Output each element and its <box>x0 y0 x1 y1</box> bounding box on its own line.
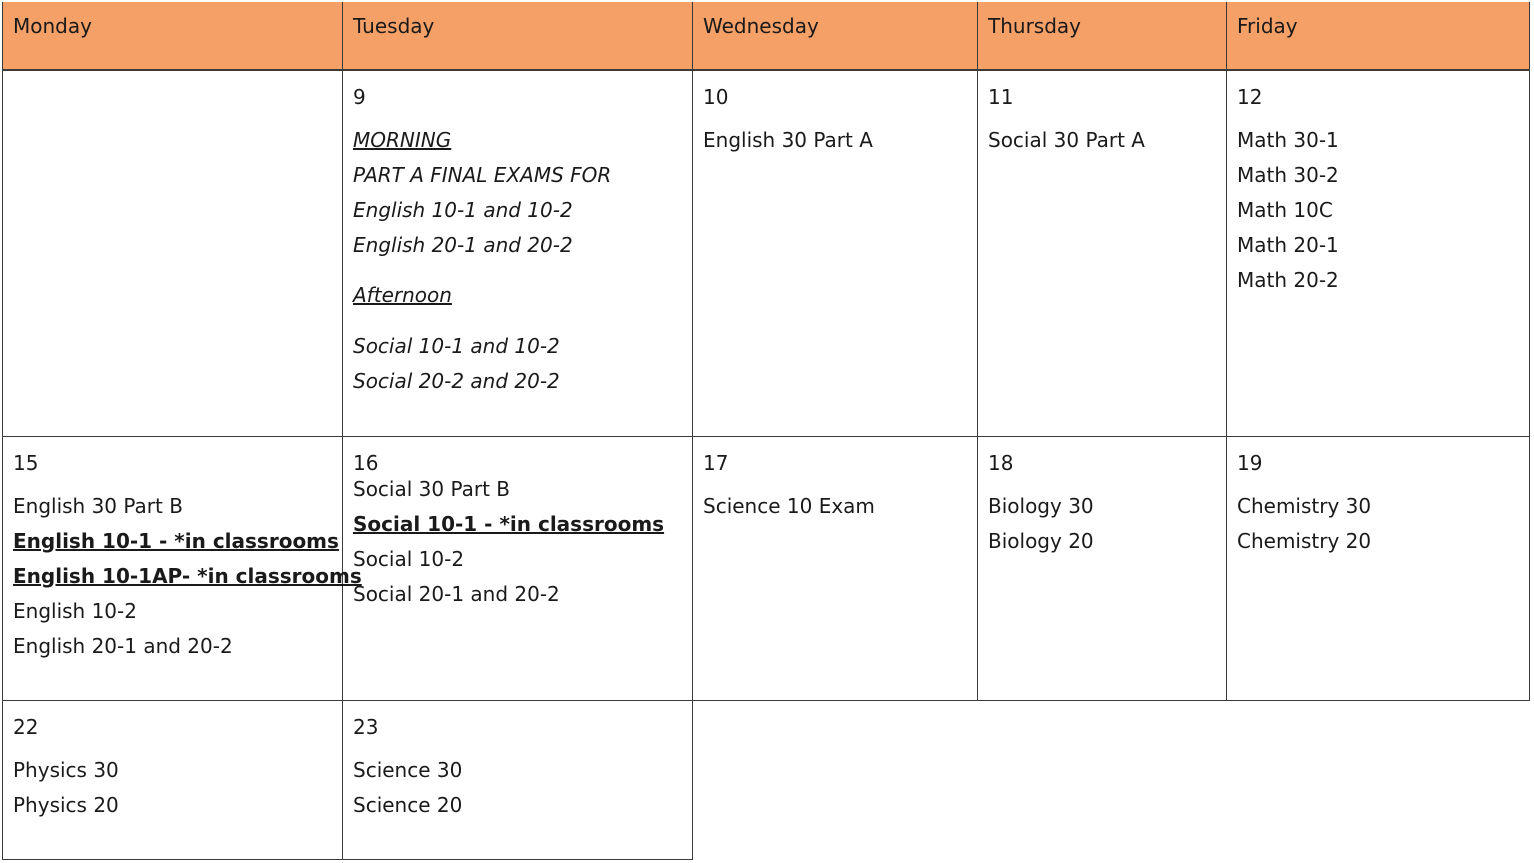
day-number: 17 <box>703 451 729 475</box>
day-number: 15 <box>13 451 39 475</box>
exam-line-classroom: English 10-1AP- *in classrooms <box>13 564 362 588</box>
cell-week1-monday <box>2 71 343 437</box>
afternoon-heading: Afternoon <box>353 283 452 307</box>
cell-week1-friday <box>1227 71 1530 437</box>
day-number: 11 <box>988 85 1014 109</box>
cell-week2-monday <box>2 437 362 701</box>
exam-line: English 10-2 <box>13 599 137 623</box>
exam-line: Social 10-1 and 10-2 <box>353 334 560 358</box>
exam-line: Chemistry 20 <box>1237 529 1372 553</box>
exam-line: Social 30 Part A <box>988 128 1145 152</box>
header-monday: Monday <box>2 2 343 69</box>
exam-line: Social 30 Part B <box>353 477 511 501</box>
day-number: 16 <box>353 451 379 475</box>
cell-week2-wednesday <box>693 437 978 701</box>
exam-line: Biology 30 <box>988 494 1094 518</box>
day-number: 18 <box>988 451 1014 475</box>
cell-week1-thursday <box>978 71 1227 437</box>
exam-line: Math 30-1 <box>1237 128 1339 152</box>
exam-line: Chemistry 30 <box>1237 494 1372 518</box>
exam-line: Social 10-2 <box>353 547 465 571</box>
day-number: 23 <box>353 715 379 739</box>
weekday-header-row <box>2 2 1530 71</box>
cell-week1-wednesday <box>693 71 978 437</box>
day-number: 9 <box>353 85 366 109</box>
cell-week1-tuesday <box>343 71 693 437</box>
exam-line: Math 20-1 <box>1237 233 1339 257</box>
exam-line: Social 20-2 and 20-2 <box>353 369 560 393</box>
day-number: 10 <box>703 85 729 109</box>
exam-calendar <box>2 2 1530 860</box>
exam-line: English 30 Part A <box>703 128 873 152</box>
day-number: 22 <box>13 715 39 739</box>
exam-line: English 20-1 and 20-2 <box>353 233 573 257</box>
morning-heading: MORNING <box>353 128 452 152</box>
exam-line: Math 30-2 <box>1237 163 1339 187</box>
exam-line: Physics 30 <box>13 758 119 782</box>
exam-line: English 20-1 and 20-2 <box>13 634 233 658</box>
header-friday: Friday <box>1227 2 1530 69</box>
exam-line: Physics 20 <box>13 793 119 817</box>
day-number: 12 <box>1237 85 1263 109</box>
cell-week3-tuesday <box>343 701 693 860</box>
header-thursday: Thursday <box>978 2 1227 69</box>
exam-line-classroom: Social 10-1 - *in classrooms <box>353 512 665 536</box>
exam-line: Math 20-2 <box>1237 268 1339 292</box>
exam-line: Social 20-1 and 20-2 <box>353 582 560 606</box>
exam-line-classroom: English 10-1 - *in classrooms <box>13 529 339 553</box>
header-tuesday: Tuesday <box>343 2 693 69</box>
exam-line: Science 30 <box>353 758 463 782</box>
exam-line: Biology 20 <box>988 529 1094 553</box>
exam-line: Math 10C <box>1237 198 1333 222</box>
cell-week3-monday <box>2 701 343 860</box>
day-number: 19 <box>1237 451 1263 475</box>
exam-line: Science 20 <box>353 793 463 817</box>
exam-line: English 30 Part B <box>13 494 183 518</box>
cell-week2-friday <box>1227 437 1530 701</box>
header-wednesday: Wednesday <box>693 2 978 69</box>
exam-line: Science 10 Exam <box>703 494 875 518</box>
cell-week2-thursday <box>978 437 1227 701</box>
cell-week2-tuesday <box>343 437 693 701</box>
exam-line: English 10-1 and 10-2 <box>353 198 573 222</box>
exam-line: PART A FINAL EXAMS FOR <box>353 163 612 187</box>
